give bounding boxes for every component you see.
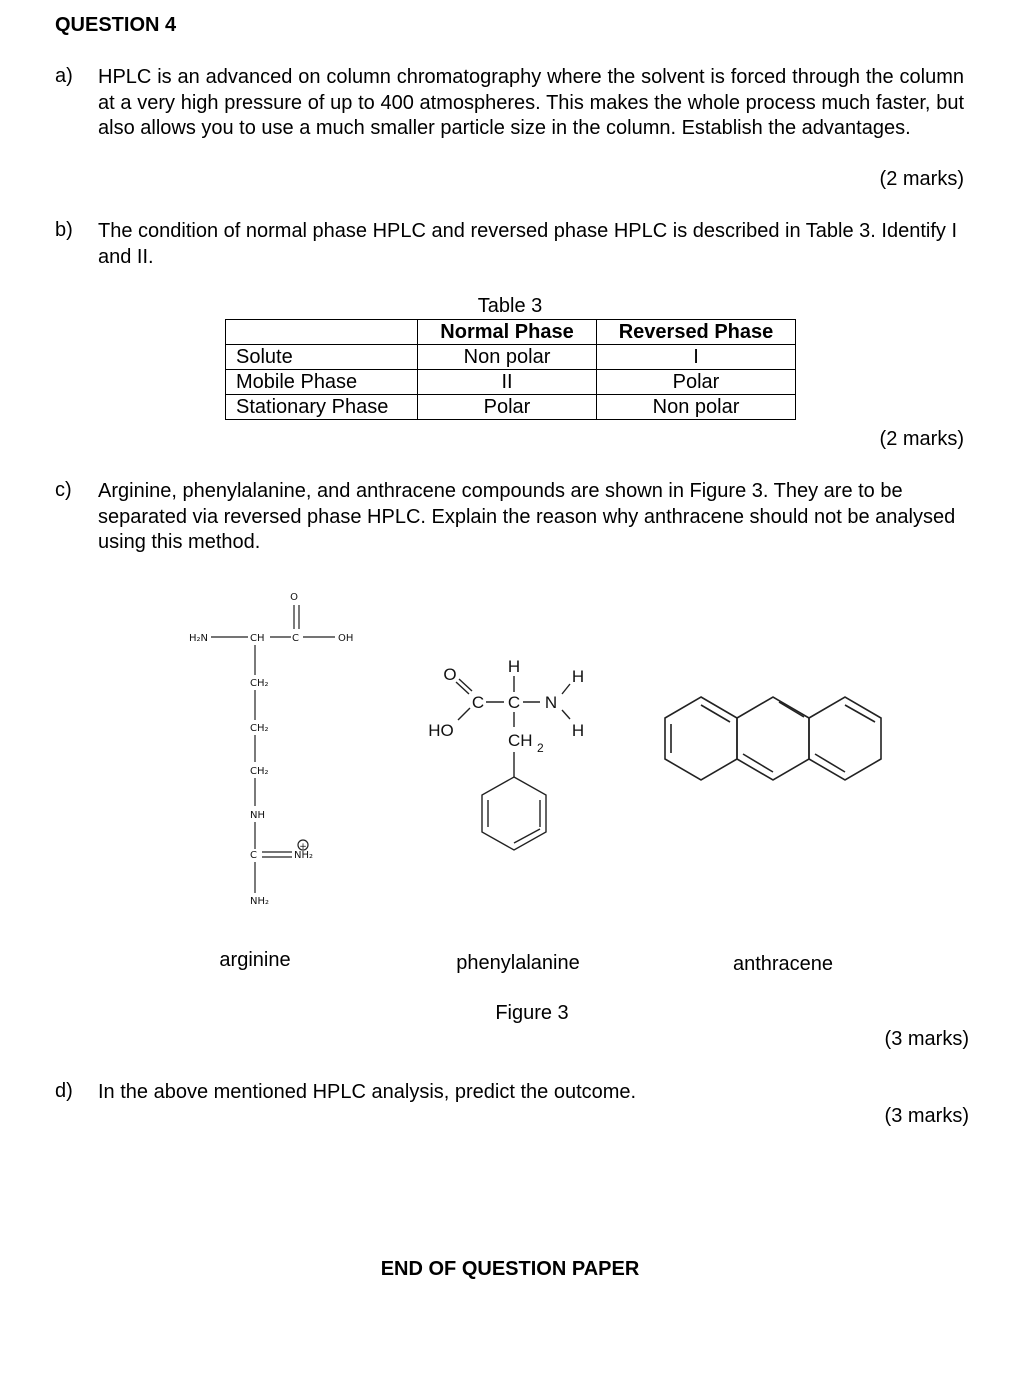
part-c-text: Arginine, phenylalanine, and anthracene compounds are shown in Figure 3. They are to be separated via reversed phase HPLC. Explain the reason why anthracene should not be analysed using this method. — [98, 480, 956, 553]
table-3 — [225, 319, 796, 420]
part-b-label: b) — [55, 219, 73, 241]
compound-name-arginine: arginine — [219, 949, 291, 971]
part-d-marks: (3 marks) — [884, 1105, 969, 1127]
table-cell: Non polar — [418, 345, 597, 370]
phe-atom: H — [571, 721, 585, 740]
arginine-atom: O — [290, 592, 298, 603]
anthracene-structure — [665, 697, 881, 780]
table-header-cell: Normal Phase — [418, 320, 597, 345]
phe-atom: C — [471, 693, 485, 712]
arginine-atom: NH₂ — [250, 896, 270, 907]
part-b-marks: (2 marks) — [879, 428, 964, 450]
arginine-atom: H₂N — [189, 633, 209, 644]
table-cell: Mobile Phase — [226, 370, 418, 395]
part-b-text: The condition of normal phase HPLC and reversed phase HPLC is described in Table 3. Identify I and II. — [98, 220, 958, 268]
figure-3-structures — [0, 570, 1024, 940]
table-cell: Polar — [597, 370, 796, 395]
compound-name-phenylalanine: phenylalanine — [456, 952, 580, 974]
table-header-cell — [226, 320, 418, 345]
table-caption: Table 3 — [477, 295, 543, 317]
table-cell: Stationary Phase — [226, 395, 418, 420]
part-a-marks: (2 marks) — [879, 168, 964, 190]
arginine-atom: CH₂ — [250, 723, 269, 734]
question-title: QUESTION 4 — [55, 14, 177, 36]
end-of-paper: END OF QUESTION PAPER — [380, 1258, 640, 1280]
arginine-atom: C — [250, 850, 257, 861]
table-header-row — [226, 320, 796, 345]
phenylalanine-atom-labels — [428, 657, 584, 755]
part-d-label: d) — [55, 1080, 73, 1102]
phe-atom: CH — [508, 731, 533, 750]
phe-atom: C — [507, 693, 521, 712]
part-a-label: a) — [55, 65, 73, 87]
phe-atom: HO — [428, 721, 454, 740]
table-cell: Polar — [418, 395, 597, 420]
table-row — [226, 345, 796, 370]
arginine-atom-labels — [189, 592, 353, 907]
phe-atom: H — [507, 657, 521, 676]
arginine-atom: C — [292, 633, 299, 644]
table-row — [226, 395, 796, 420]
arginine-structure — [211, 605, 335, 893]
part-d-text: In the above mentioned HPLC analysis, predict the outcome. — [98, 1081, 637, 1103]
phe-atom: 2 — [537, 741, 544, 755]
table-row — [226, 370, 796, 395]
table-header-cell: Reversed Phase — [597, 320, 796, 345]
arginine-atom: CH — [250, 633, 265, 644]
part-c-marks: (3 marks) — [884, 1028, 969, 1050]
arginine-charge: + — [299, 842, 307, 852]
table-cell: I — [597, 345, 796, 370]
arginine-atom: NH — [250, 810, 265, 821]
table-cell: II — [418, 370, 597, 395]
part-c-label: c) — [55, 479, 72, 501]
part-a-text: HPLC is an advanced on column chromatography where the solvent is forced through the column at a very high pressure of up to 400 atmospheres. This makes the whole process much faster, but also allows you to use a much smaller particle size in the column. Establish the advantages. — [98, 66, 964, 139]
phe-atom: N — [544, 693, 558, 712]
table-cell: Solute — [226, 345, 418, 370]
arginine-atom: NH₂ — [294, 850, 314, 861]
phe-atom: H — [571, 667, 585, 686]
figure-caption: Figure 3 — [495, 1002, 569, 1024]
arginine-atom: CH₂ — [250, 766, 269, 777]
compound-name-anthracene: anthracene — [732, 953, 834, 975]
arginine-atom: CH₂ — [250, 678, 269, 689]
phe-atom: O — [443, 665, 457, 684]
table-cell: Non polar — [597, 395, 796, 420]
arginine-atom: OH — [338, 633, 354, 644]
